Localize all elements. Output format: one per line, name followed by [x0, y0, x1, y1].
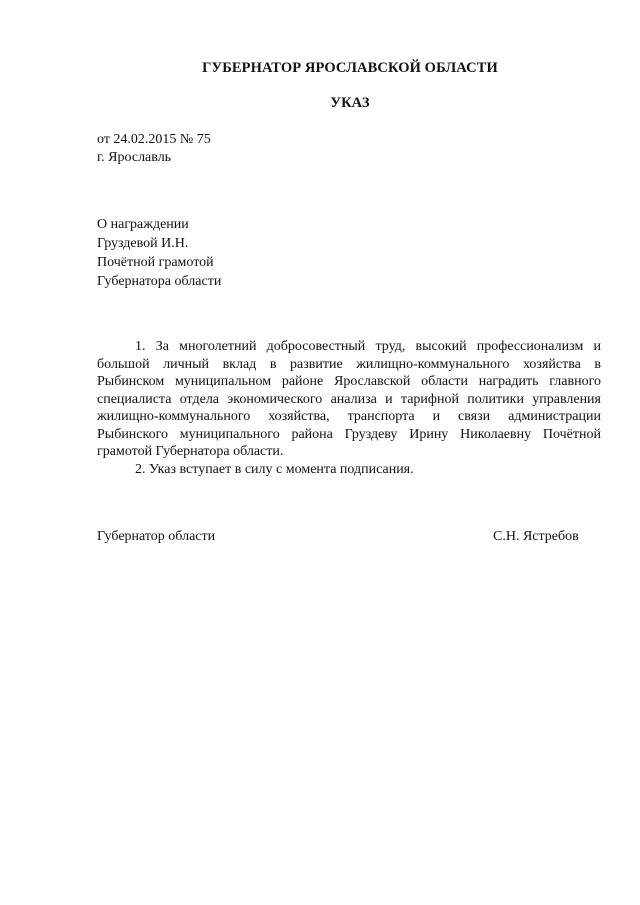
- subject-line: Груздевой И.Н.: [97, 236, 189, 251]
- document-city: г. Ярославль: [97, 150, 172, 165]
- issuing-authority-heading: ГУБЕРНАТОР ЯРОСЛАВСКОЙ ОБЛАСТИ: [202, 60, 498, 76]
- signatory-title: Губернатор области: [97, 529, 216, 544]
- document-subject: [97, 215, 221, 291]
- subject-line: Почётной грамотой: [97, 255, 214, 270]
- document-type-heading: УКАЗ: [330, 95, 370, 111]
- subject-line: О награждении: [97, 217, 189, 232]
- signatory-name: С.Н. Ястребов: [493, 529, 579, 544]
- subject-line: Губернатора области: [97, 274, 222, 289]
- document-body: [97, 338, 601, 478]
- document-date-number: от 24.02.2015 № 75: [97, 132, 211, 147]
- body-paragraph-2: 2. Указ вступает в силу с момента подписания.: [135, 461, 414, 477]
- body-paragraph-1: 1. За многолетний добросовестный труд, высокий профессионализм и большой личный вклад в развитие жилищно-коммунального хозяйства в Рыбинском муниципальном районе Ярославской области наградить главного специалиста отдела экономического анализа и тарифной политики управления жилищно-коммунального хозяйства, транспорта и связи администрации Рыбинского муниципального района Груздеву Ирину Николаевну Почётной грамотой Губернатора области.: [97, 339, 601, 459]
